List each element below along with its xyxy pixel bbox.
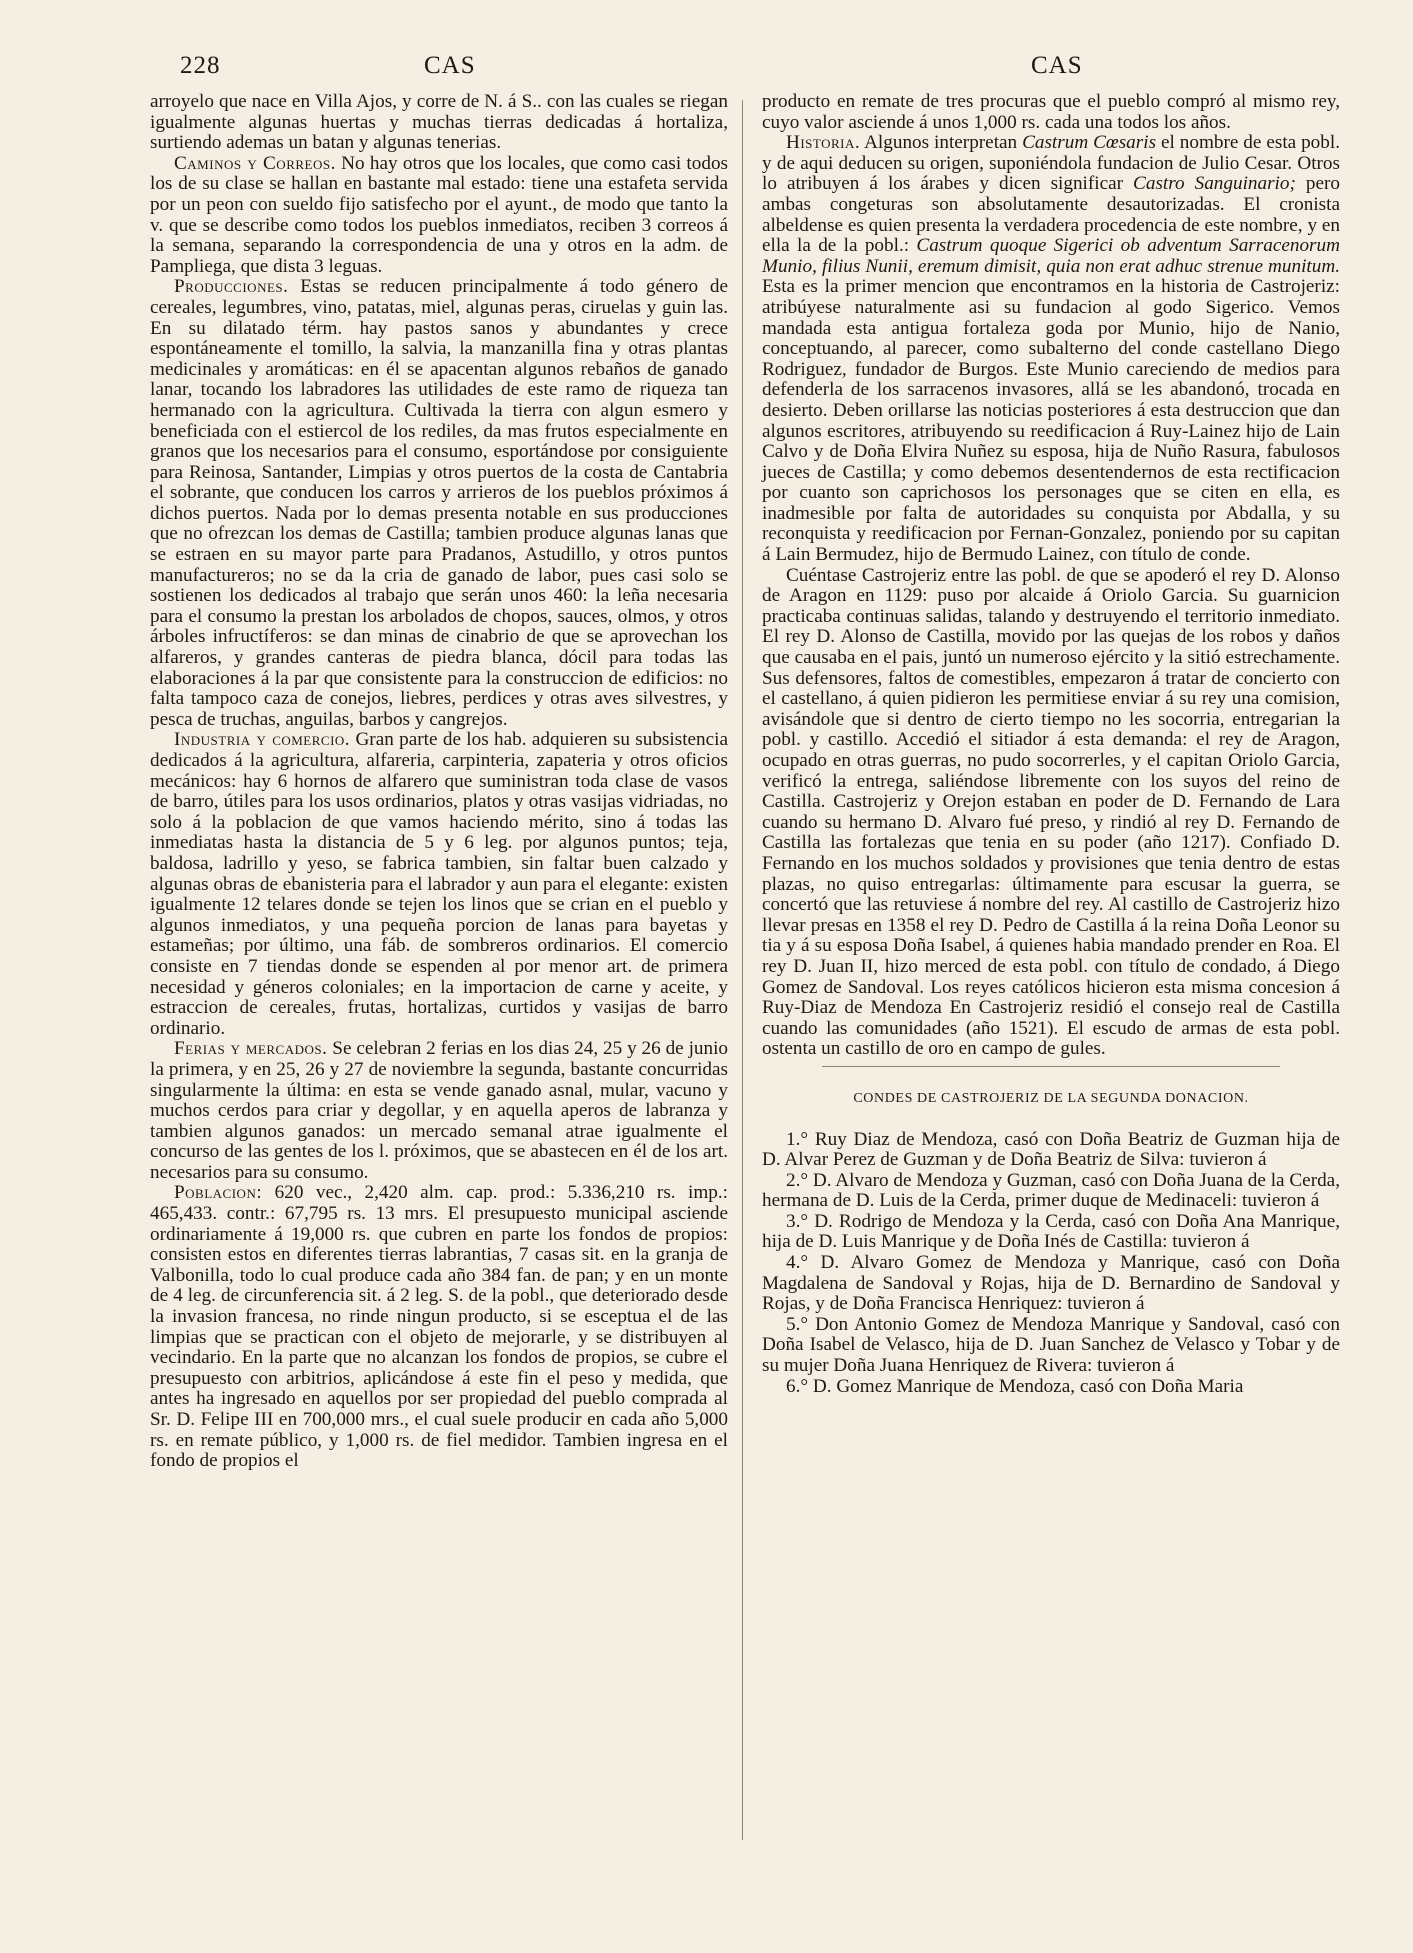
list-item-text: D. Alvaro Gomez de Mendoza y Manrique, casó con Doña Magdalena de Sandoval y Rojas, hija de D. Bernardino de Sandoval y Rojas, y de Doña Francisca Henriquez: tuvieron á: [762, 1252, 1340, 1315]
list-item-number: 2.°: [786, 1169, 809, 1191]
historia-paragraph-2: Cuéntase Castrojeriz entre las pobl. de que se apoderó el rey D. Alonso de Aragon en 1129: puso por alcaide á Oriolo Garcia. Su guarnicion practicaba continuas salidas, talando y destruyendo el territorio inmediato. El rey D. Alonso de Castilla, movido por las quejas de los robos y daños que causaba en el pais, juntó un numeroso ejército y la sitió estrechamente. Sus defensores, faltos de comestibles, empezaron á tratar de concierto con el castellano, á quien pidieron les permitiese enviar á su rey una comision, avisándole que si dentro de cierto tiempo no les socorria, entregarian la pobl. y castillo. Accedió el sitiador á esta demanda: el rey de Aragon, ocupado en otras guerras, no pudo socorrerles, y el capitan Oriolo Garcia, verificó la entrega, saliéndose libremente con los suyos del reino de Castilla. Castrojeriz y Orejon estaban en poder de D. Fernando de Lara cuando su hermano D. Alvaro fué preso, y rindió al rey D. Fernando de Castilla las fortalezas que tenia en su poder (año 1217). Confiado D. Fernando en los muchos soldados y provisiones que tenia dentro de estas plazas, no quiso entregarlas: últimamente para escusar la guerra, se concertó que las retuviese á nombre del rey. Al castillo de Castrojeriz hizo llevar presas en 1358 el rey D. Pedro de Castilla á la reina Doña Leonor su tia y á su esposa Doña Isabel, á quienes habia mandado prender en Roa. El rey D. Juan II, hizo merced de esta pobl. con título de condado, á Diego Gomez de Sandoval. Los reyes católicos hicieron esta misma concesion á Ruy-Diaz de Mendoza En Castrojeriz residió el consejo real de Castilla cuando las comunidades (año 1521). El escudo de armas de esta pobl. ostenta un castillo de oro en campo de gules.: [762, 564, 1340, 1060]
historia-text-3: pero ambas congeturas son absolutamente desautorizadas. El cronista albeldense es quien presenta la verdadera procedencia de este nombre, y en ella la de la pobl.:: [762, 173, 1340, 257]
list-item-text: D. Alvaro de Mendoza y Guzman, casó con Doña Juana de la Cerda, hermana de D. Luis de la Cerda, primer duque de Medinaceli: tuvieron á: [762, 1169, 1340, 1212]
industria-paragraph: [150, 730, 728, 1039]
poblacion-heading: Poblacion:: [174, 1182, 263, 1204]
right-column: [762, 92, 1340, 1397]
list-item: [762, 1171, 1340, 1212]
historia-paragraph: [762, 133, 1340, 565]
condes-list: [762, 1130, 1340, 1398]
historia-text-2: el nombre de esta pobl. y de aqui deducen su origen, suponiéndola fundacion de Julio Cesar. Otros lo atribuyen á los árabes y dicen significar: [762, 132, 1340, 195]
list-item-number: 3.°: [786, 1210, 809, 1232]
continuation-paragraph: producto en remate de tres procuras que el pueblo compró al mismo rey, cuyo valor asciende á unos 1,000 rs. cada una todos los años.: [762, 91, 1340, 133]
producciones-heading: Producciones.: [174, 276, 289, 298]
producciones-text: Estas se reducen principalmente á todo género de cereales, legumbres, vino, patatas, miel, algunas peras, ciruelas y guin las. En su dilatado térm. hay pastos sanos y abundantes y crece espontáneamente el tomillo, la salvia, la manzanilla fina y otras plantas medicinales y aromáticas: en él se apacentan algunos rebaños de ganado lanar, tocando los labradores las utilidades de este ramo de riqueza tan hermanado con la agricultura. Cultivada la tierra con algun esmero y beneficiada con el estiercol de los rediles, da mas frutos especialmente en granos que los necesarios para el consumo, esportándose por consiguiente para Reinosa, Santander, Limpias y otros puertos de la costa de Cantabria el sobrante, que conducen los carros y arrieros de los pueblos próximos á dichos puertos. Nada por lo demas presenta notable en sus producciones que no ofrezcan los demas de Castilla; tambien produce algunas lanas que se estraen en su mayor parte para Pradanos, Astudillo, y otros puntos manufactureros; no se da la cria de ganado de labor, pues casi solo se sostienen los dedicados al trabajo que serán unos 460: la leña necesaria para el consumo la prestan los arbolados de chopos, sauces, olmos, y otros árboles infructíferos: se dan minas de cinabrio de que se aprovechan los alfareros, y grandes canteras de piedra blanca, dócil para todas las elaboraciones á la par que consistente para la construccion de edificios: no falta tampoco caza de conejos, liebres, perdices y otras aves silvestres, y pesca de truchas, anguilas, barbos y cangrejos.: [150, 276, 728, 730]
list-item-text: D. Gomez Manrique de Mendoza, casó con Doña Maria: [812, 1375, 1244, 1397]
running-head-right: CAS: [1031, 52, 1083, 79]
list-item-number: 6.°: [786, 1375, 809, 1397]
poblacion-text: 620 vec., 2,420 alm. cap. prod.: 5.336,210 rs. imp.: 465,433. contr.: 67,795 rs. 13 mrs. El presupuesto municipal asciende ordinariamente á 19,000 rs. que cubren en parte los fondos de propios: consisten estos en diferentes tierras labrantias, 7 casas sit. en la granja de Valbonilla, todo lo cual produce cada año 384 fan. de pan; y en un monte de 4 leg. de circunferencia sit. á 2 leg. S. de la pobl., que deteriorado desde la invasion francesa, no rinde ningun producto, si se esceptua el de las limpias que se practican con el objeto de mejorarle, y se distribuyen al vecindario. En la parte que no alcanzan los fondos de propios, se cubre el presupuesto con arbitrios, aplicándose á este fin el peso y medida, que antes ha ingresado en aquellos por ser propiedad del pueblo comprada al Sr. D. Felipe III en 700,000 mrs., el cual suele producir en cada año 5,000 rs. en remate público, y 1,000 rs. de fiel medidor. Tambien ingresa en el fondo de propios el: [150, 1182, 728, 1472]
industria-text: Gran parte de los hab. adquieren su subsistencia dedicados á la agricultura, alfareria, carpinteria, zapateria y otros oficios mecánicos: hay 6 hornos de alfarero que suministran toda clase de vasos de barro, útiles para los usos ordinarios, platos y otras vasijas vidriadas, no solo á la poblacion de que vamos haciendo mérito, sino á todas las inmediatas hasta la distancia de 5 y 6 leg. por algunos puntos; teja, baldosa, ladrillo y yeso, se fabrica tambien, sin faltar buen calzado y algunas obras de ebanisteria para el labrador y aun para el elegante: existen igualmente 12 telares donde se tejen los linos que se crian en el pueblo y algunos inmediatos, y una pequeña porcion de lanas para bayetas y estameñas; por último, una fáb. de sombreros ordinarios. El comercio consiste en 7 tiendas donde se espenden al por menor art. de primera necesidad y géneros coloniales; en la importacion de carne y aceite, y estraccion de cereales, frutas, hortalizas, curtidos y vasijas de barro ordinario.: [150, 729, 728, 1039]
historia-latin-1: Castrum Cœsaris: [1022, 132, 1157, 154]
left-column: [150, 92, 728, 1472]
caminos-heading: Caminos y Correos.: [174, 152, 336, 174]
caminos-text: No hay otros que los locales, que como casi todos los de su clase se hallan en bastante mal estado: tiene una estafeta servida por un peon con sueldo fijo satisfecho por el ayunt., de modo que tanto la v. que se describe como todos los pueblos inmediatos, reciben 3 correos á la semana, separando la correspondencia de una y otros en la adm. de Pampliega, que dista 3 leguas.: [150, 152, 729, 277]
historia-latin-2: Castro Sanguinario;: [1133, 173, 1296, 195]
ferias-text: Se celebran 2 ferias en los dias 24, 25 y 26 de junio la primera, y en 25, 26 y 27 de noviembre la segunda, bastante concurridas singularmente la última: en esta se vende ganado asnal, mular, vacuno y muchos cerdos para criar y degollar, y en aquella aperos de labranza y tambien algunos ganados: un mercado semanal atrae igualmente el concurso de las gentes de los l. próximos, que se abastecen en él de los art. necesarios para su consumo.: [150, 1038, 729, 1183]
list-item: [762, 1130, 1340, 1171]
list-item: [762, 1253, 1340, 1315]
historia-heading: Historia.: [786, 132, 861, 154]
intro-paragraph: arroyelo que nace en Villa Ajos, y corre de N. á S.. con las cuales se riegan igualmente algunas huertas y muchas tierras dedicadas á hortaliza, surtiendo ademas un batan y algunas tenerias.: [150, 91, 728, 154]
column-divider: [742, 100, 743, 1840]
historia-latin-3: Castrum quoque Sigerici ob adventum Sarracenorum Munio, filius Nunii, eremum dimisit, quia non erat adhuc strenue munitum.: [762, 235, 1340, 277]
list-item: [762, 1315, 1340, 1377]
list-item-text: Don Antonio Gomez de Mendoza Manrique y Sandoval, casó con Doña Isabel de Velasco, hija de D. Juan Sanchez de Velasco y Tobar y de su mujer Doña Juana Henriquez de Rivera: tuvieron á: [762, 1313, 1341, 1377]
caminos-paragraph: [150, 154, 728, 278]
list-item-number: 1.°: [786, 1128, 809, 1150]
list-item-text: Ruy Diaz de Mendoza, casó con Doña Beatriz de Guzman hija de D. Alvar Perez de Guzman y de Doña Beatriz de Silva: tuvieron á: [762, 1128, 1341, 1171]
list-item: [762, 1212, 1340, 1253]
list-item-text: D. Rodrigo de Mendoza y la Cerda, casó con Doña Ana Manrique, hija de D. Luis Manrique y de Doña Inés de Castilla: tuvieron á: [762, 1210, 1341, 1253]
list-item-number: 5.°: [786, 1313, 809, 1335]
list-item: [762, 1377, 1340, 1398]
producciones-paragraph: [150, 277, 728, 730]
historia-text-1: Algunos interpretan: [864, 132, 1023, 154]
ferias-paragraph: [150, 1039, 728, 1183]
poblacion-paragraph: [150, 1183, 728, 1471]
list-item-number: 4.°: [786, 1252, 809, 1274]
page-number: 228: [180, 52, 221, 79]
section-rule: [822, 1066, 1280, 1067]
historia-text-4: Esta es la primer mencion que encontramos en la historia de Castrojeriz: atribúyese naturalmente asi su fundacion al godo Sigerico. Vemos mandada esta antigua fortaleza goda por Munio, hijo de Nanio, conceptuando, al parecer, como subalterno del conde castellano Diego Rodriguez, fundador de Burgos. Este Munio careciendo de medios para defenderla de los sarracenos invasores, allá se les abandonó, trocada en desierto. Deben orillarse las noticias posteriores á esta destruccion que dan algunos escritores, atribuyendo su reedificacion á Ruy-Lainez hijo de Lain Calvo y de Doña Elvira Nuñez su esposa, hija de Nuño Rasura, fabulosos jueces de Castilla; y como debemos desentendernos de esta rectificacion por cuanto son caprichosos los personages que se citen en ella, es inadmesible por falta de autoridades su conquista por Abdalla, y su reconquista y reedificacion por Fernan-Gonzalez, poniendo por su capitan á Lain Bermudez, hijo de Bermudo Lainez, con título de conde.: [762, 276, 1340, 566]
running-head-left: CAS: [424, 52, 476, 79]
condes-section-title: CONDES DE CASTROJERIZ DE LA SEGUNDA DONACION.: [853, 1090, 1249, 1106]
ferias-heading: Ferias y mercados.: [174, 1038, 328, 1060]
industria-heading: Industria y comercio.: [174, 729, 351, 751]
